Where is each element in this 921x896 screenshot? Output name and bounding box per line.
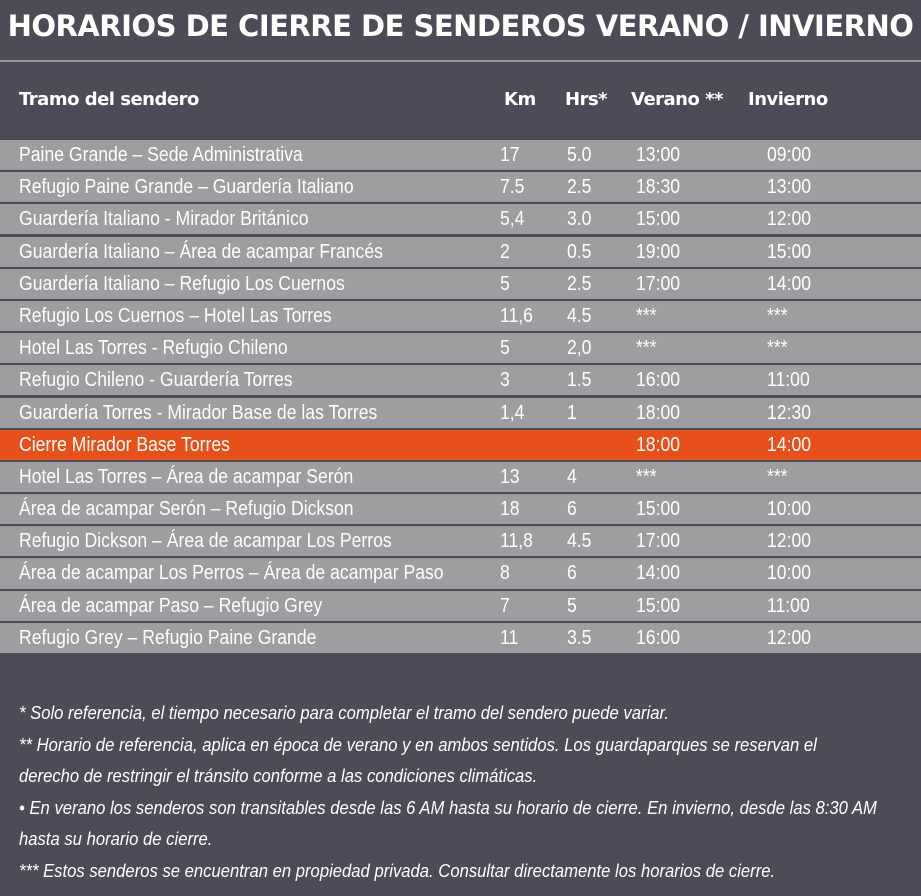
cell-segment: Guardería Italiano - Mirador Británico — [19, 208, 309, 231]
cell-km: 18 — [500, 498, 520, 521]
cell-hrs: 3.0 — [567, 208, 592, 231]
cell-verano: 15:00 — [636, 594, 681, 617]
cell-km: 8 — [500, 562, 510, 585]
cell-hrs: 4.5 — [567, 530, 592, 553]
cell-verano: *** — [636, 465, 657, 488]
cell-verano: 16:00 — [636, 369, 681, 392]
cell-invierno: 12:00 — [767, 626, 812, 649]
column-header-km: Km — [504, 89, 536, 110]
cell-verano: 15:00 — [636, 208, 681, 231]
cell-km: 3 — [500, 369, 510, 392]
cell-hrs: 5 — [567, 594, 577, 617]
cell-invierno: 11:00 — [767, 369, 810, 392]
table-header — [0, 83, 921, 117]
cell-km: 2 — [500, 240, 510, 263]
cell-segment: Refugio Dickson – Área de acampar Los Perros — [19, 530, 392, 553]
cell-km: 7.5 — [500, 176, 525, 199]
column-header-verano: Verano ** — [631, 89, 723, 110]
cell-invierno: 12:00 — [767, 208, 812, 231]
cell-verano: *** — [636, 337, 657, 360]
table-row-highlight — [0, 430, 921, 460]
cell-hrs: 2,0 — [567, 337, 592, 360]
cell-km: 1,4 — [500, 401, 525, 424]
cell-invierno: *** — [767, 465, 788, 488]
cell-verano: 17:00 — [636, 272, 681, 295]
cell-hrs: 3.5 — [567, 626, 592, 649]
table-row — [0, 301, 921, 331]
cell-hrs: 1.5 — [567, 369, 592, 392]
cell-segment: Hotel Las Torres - Refugio Chileno — [19, 337, 288, 360]
cell-invierno: *** — [767, 304, 788, 327]
cell-invierno: 11:00 — [767, 594, 810, 617]
cell-km: 7 — [500, 594, 510, 617]
cell-verano: 16:00 — [636, 626, 681, 649]
title-divider — [0, 60, 921, 62]
table-row — [0, 398, 921, 428]
cell-segment: Guardería Italiano – Refugio Los Cuernos — [19, 272, 345, 295]
table-row — [0, 365, 921, 395]
cell-km: 5 — [500, 272, 510, 295]
footnote-line: ** Horario de referencia, aplica en época de verano y en ambos sentidos. Los guardaparques se reservan el — [19, 733, 817, 755]
cell-verano: 13:00 — [636, 144, 681, 166]
cell-hrs: 4 — [567, 465, 577, 488]
cell-hrs: 4.5 — [567, 304, 592, 327]
cell-segment: Guardería Italiano – Área de acampar Francés — [19, 240, 383, 263]
cell-invierno: 10:00 — [767, 562, 812, 585]
table-row — [0, 494, 921, 524]
cell-segment: Paine Grande – Sede Administrativa — [19, 144, 303, 166]
cell-invierno: 15:00 — [767, 240, 812, 263]
cell-km: 11 — [500, 626, 519, 649]
cell-km: 13 — [500, 465, 520, 488]
cell-segment: Hotel Las Torres – Área de acampar Serón — [19, 465, 354, 488]
cell-verano: 17:00 — [636, 530, 681, 553]
cell-segment: Refugio Grey – Refugio Paine Grande — [19, 626, 317, 649]
table-row — [0, 237, 921, 267]
footnote-line: hasta su horario de cierre. — [19, 828, 213, 849]
cell-km: 5 — [500, 337, 510, 360]
schedule-table — [0, 140, 921, 655]
cell-hrs: 2.5 — [567, 272, 592, 295]
table-row — [0, 558, 921, 588]
cell-segment: Área de acampar Los Perros – Área de acampar Paso — [19, 562, 444, 585]
cell-hrs: 2.5 — [567, 176, 592, 199]
cell-km: 17 — [500, 144, 520, 166]
footnotes — [19, 697, 919, 886]
cell-verano: 19:00 — [636, 240, 681, 263]
footnote-line: *** Estos senderos se encuentran en propiedad privada. Consultar directamente los horarios de cierre. — [19, 859, 776, 881]
cell-verano: 18:00 — [636, 401, 681, 424]
cell-verano: 14:00 — [636, 562, 681, 585]
table-row — [0, 462, 921, 492]
column-header-segment: Tramo del sendero — [19, 89, 199, 110]
cell-km: 11,6 — [500, 304, 533, 327]
cell-hrs: 6 — [567, 498, 577, 521]
cell-verano: 15:00 — [636, 498, 681, 521]
cell-km: 5,4 — [500, 208, 525, 231]
table-row — [0, 623, 921, 653]
table-row — [0, 204, 921, 234]
cell-segment: Área de acampar Paso – Refugio Grey — [19, 594, 323, 617]
cell-segment: Refugio Los Cuernos – Hotel Las Torres — [19, 304, 332, 327]
cell-hrs: 5.0 — [567, 144, 592, 166]
cell-invierno: 14:00 — [767, 433, 812, 456]
table-row — [0, 172, 921, 202]
page-title: HORARIOS DE CIERRE DE SENDEROS VERANO / INVIERNO — [7, 9, 914, 43]
cell-invierno: 10:00 — [767, 498, 812, 521]
cell-invierno: 12:30 — [767, 401, 812, 424]
cell-invierno: 12:00 — [767, 530, 812, 553]
cell-hrs: 1 — [567, 401, 577, 424]
cell-segment: Guardería Torres - Mirador Base de las Torres — [19, 401, 378, 424]
footnote-line: • En verano los senderos son transitables desde las 6 AM hasta su horario de cierre. En invierno, desde las 8:30 AM — [19, 796, 877, 818]
cell-km: 11,8 — [500, 530, 533, 553]
cell-verano: *** — [636, 304, 657, 327]
table-row — [0, 140, 921, 170]
table-row — [0, 526, 921, 556]
table-row — [0, 269, 921, 299]
cell-invierno: 13:00 — [767, 176, 812, 199]
cell-segment: Refugio Chileno - Guardería Torres — [19, 369, 293, 392]
table-row — [0, 333, 921, 363]
footnote-line: * Solo referencia, el tiempo necesario para completar el tramo del sendero puede variar. — [19, 702, 670, 723]
cell-invierno: 09:00 — [767, 144, 812, 166]
cell-verano: 18:30 — [636, 176, 681, 199]
cell-invierno: *** — [767, 337, 788, 360]
cell-segment: Refugio Paine Grande – Guardería Italiano — [19, 176, 354, 199]
cell-hrs: 0.5 — [567, 240, 592, 263]
footnote-line: derecho de restringir el tránsito conforme a las condiciones climáticas. — [19, 765, 538, 786]
cell-invierno: 14:00 — [767, 272, 812, 295]
table-row — [0, 591, 921, 621]
cell-verano: 18:00 — [636, 433, 681, 456]
column-header-hrs: Hrs* — [565, 89, 608, 110]
cell-hrs: 6 — [567, 562, 577, 585]
column-header-invierno: Invierno — [748, 89, 828, 110]
cell-segment: Área de acampar Serón – Refugio Dickson — [19, 498, 354, 521]
cell-segment: Cierre Mirador Base Torres — [19, 433, 230, 456]
